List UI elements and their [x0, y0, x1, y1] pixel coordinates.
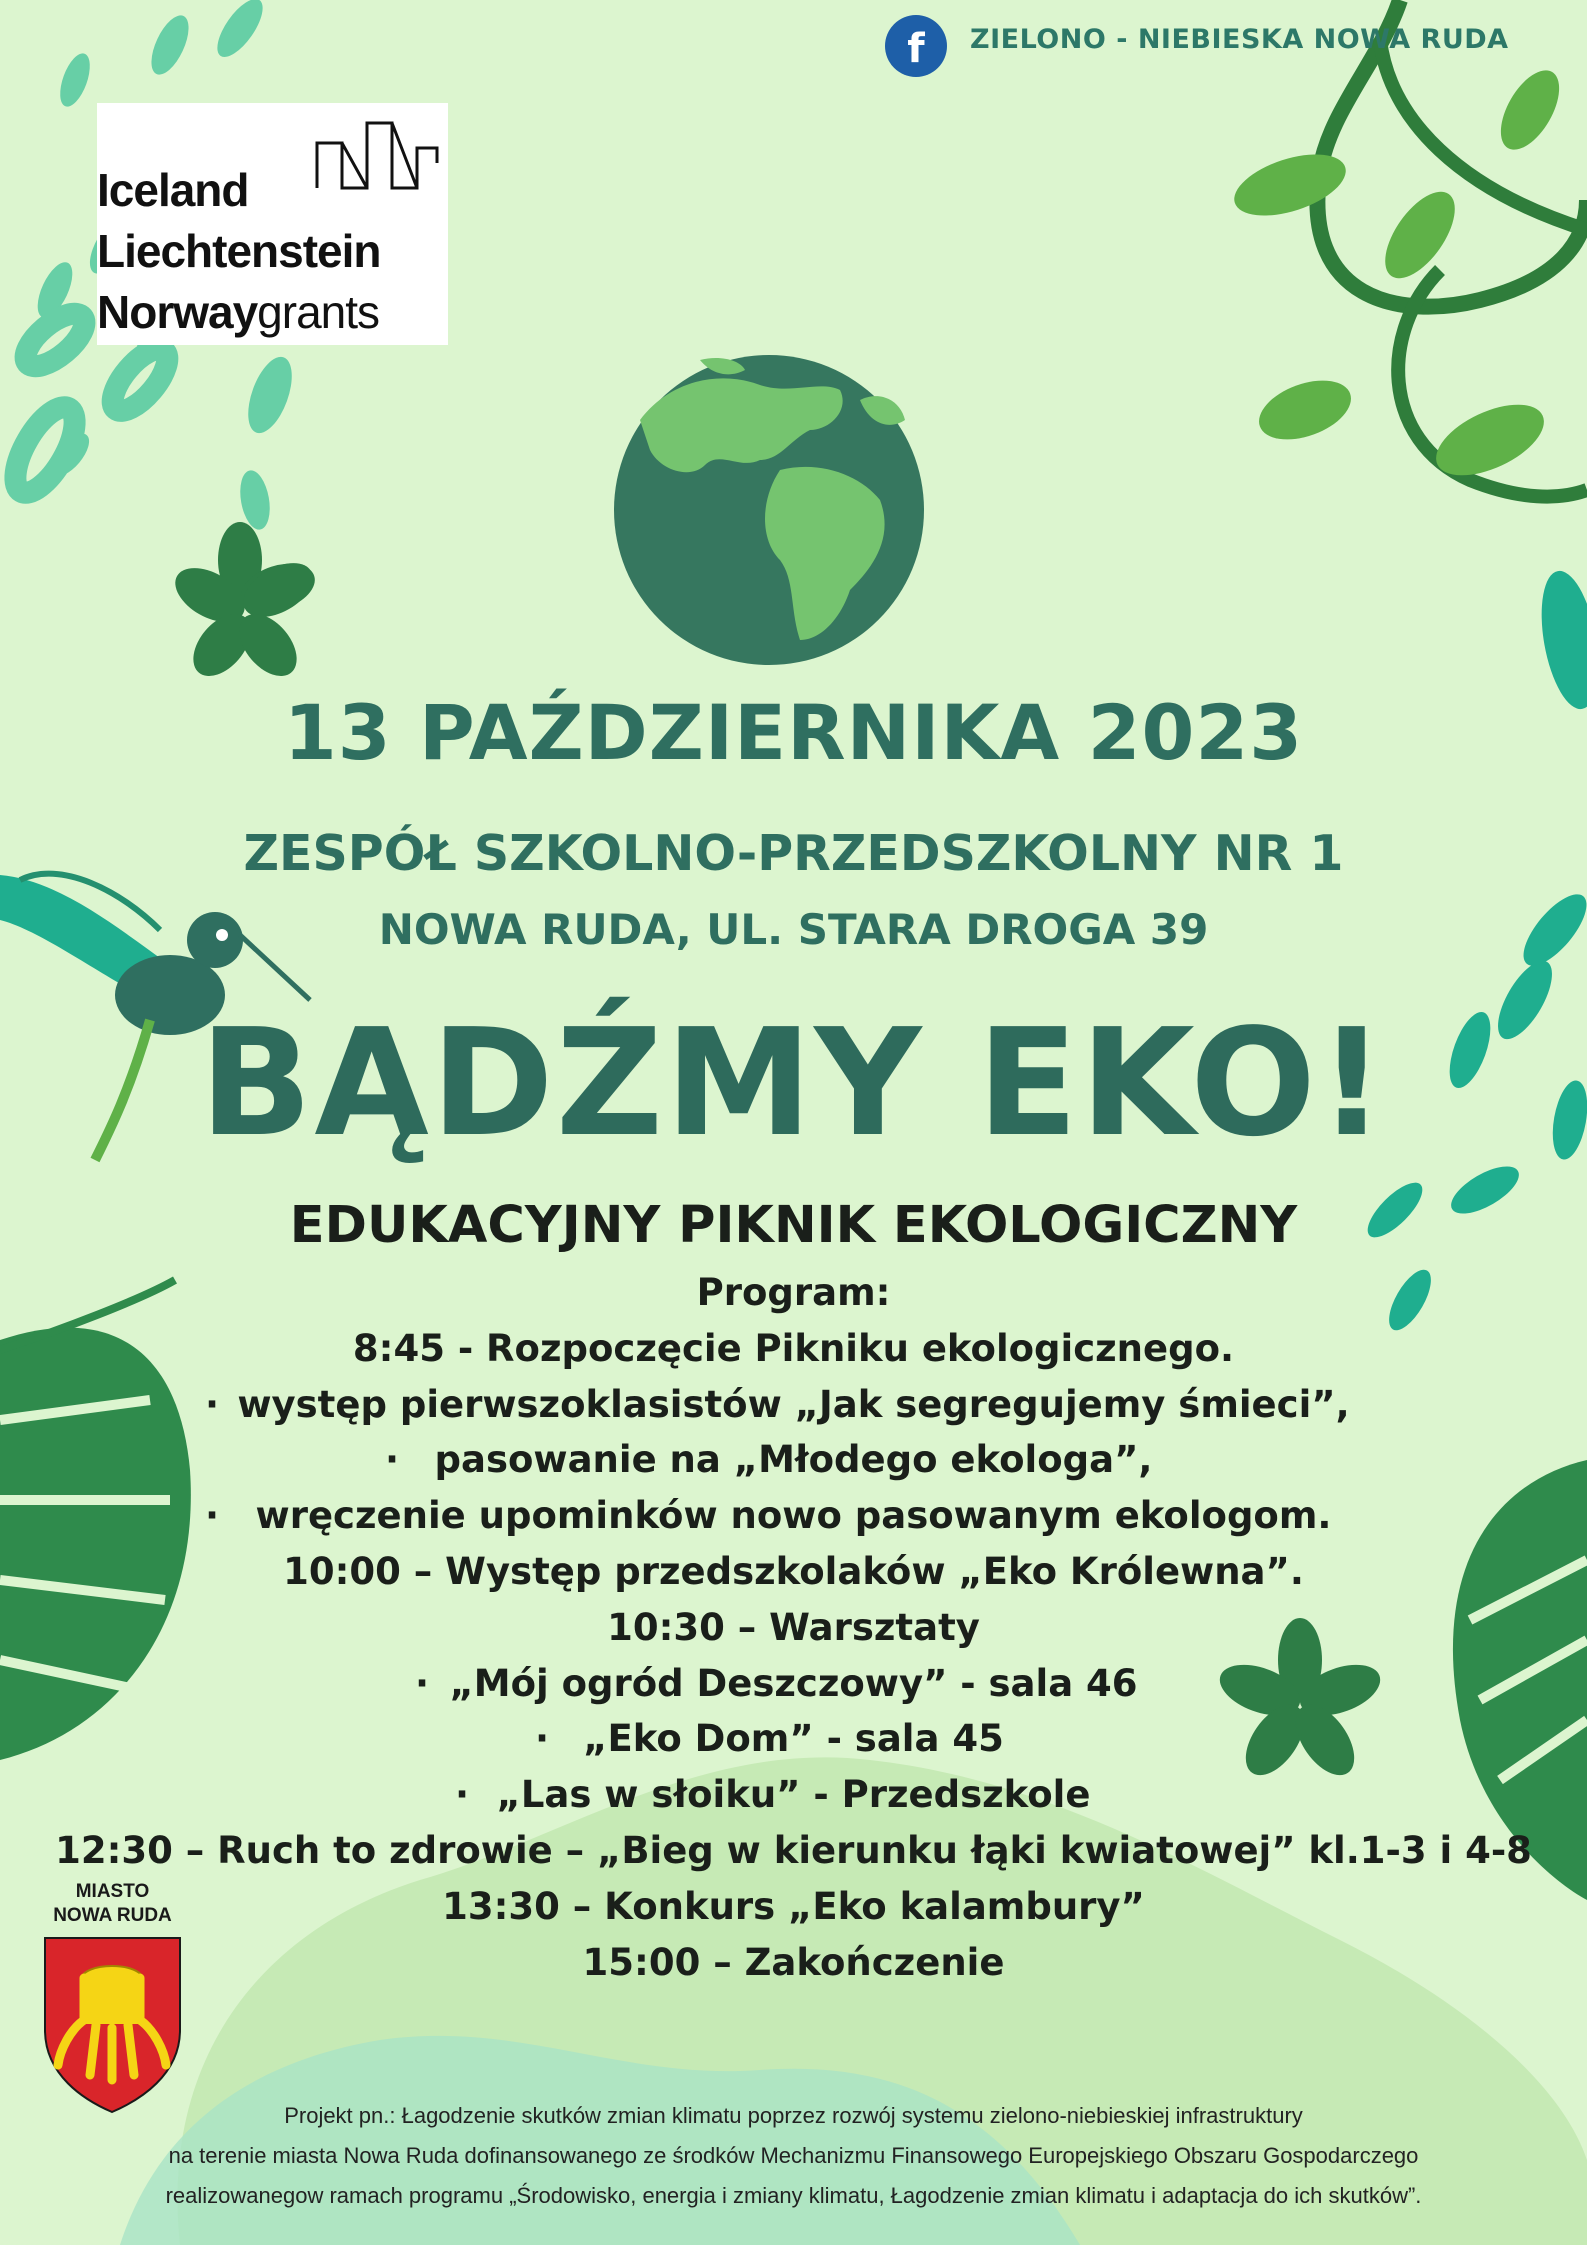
program-item: 8:45 - Rozpoczęcie Pikniku ekologicznego. [352, 1326, 1235, 1370]
program-item [40, 1767, 1547, 1823]
program-item: 15:00 – Zakończenie [582, 1940, 1005, 1984]
event-subtitle: EDUKACYJNY PIKNIK EKOLOGICZNY [289, 1196, 1298, 1255]
bullet-icon: · [415, 1661, 430, 1705]
program-item-text: „Mój ogród Deszczowy” - sala 46 [449, 1661, 1138, 1705]
program-item-text: występ pierwszoklasistów „Jak segregujemy śmieci”, [237, 1382, 1350, 1426]
program-item [40, 1432, 1547, 1488]
event-address: NOWA RUDA, UL. STARA DROGA 39 [378, 905, 1209, 954]
facebook-icon[interactable]: f [907, 26, 925, 72]
program-item: 12:30 – Ruch to zdrowie – „Bieg w kierunku łąki kwiatowej” kl.1-3 i 4-8 [55, 1828, 1532, 1872]
bullet-icon: · [535, 1717, 550, 1761]
earth-globe-icon [614, 355, 924, 665]
program-item [40, 1711, 1547, 1767]
program-item: 13:30 – Konkurs „Eko kalambury” [442, 1884, 1145, 1928]
event-title: BĄDŹMY EKO! [199, 997, 1388, 1169]
logo-norway: Norway [97, 286, 258, 338]
program-item [40, 1488, 1547, 1544]
program-list [40, 1265, 1547, 1990]
event-date: 13 PAŹDZIERNIKA 2023 [283, 688, 1304, 777]
program-item [40, 1656, 1547, 1712]
city-name-line1: MIASTO [75, 1881, 150, 1902]
event-school: ZESPÓŁ SZKOLNO-PRZEDSZKOLNY NR 1 [243, 825, 1344, 882]
norway-grants-logo [97, 103, 448, 345]
logo-iceland: Iceland [97, 164, 249, 216]
footer-line: realizowanegow ramach programu „Środowisko, energia i zmiany klimatu, Łagodzenie zmian klimatu i adaptacja do ich skutków”. [165, 2183, 1422, 2208]
bullet-icon: · [205, 1382, 220, 1426]
program-item [40, 1377, 1547, 1433]
logo-norway-grants [97, 285, 379, 339]
program-item: 10:30 – Warsztaty [607, 1605, 980, 1649]
grants-logo-mark-icon [312, 103, 442, 203]
program-item-text: wręczenie upominków nowo pasowanym ekologom. [255, 1494, 1332, 1538]
flower-top-left-icon [166, 522, 322, 687]
project-footer [30, 2096, 1557, 2216]
bullet-icon: · [205, 1494, 220, 1538]
footer-line: na terenie miasta Nowa Ruda dofinansowanego ze środków Mechanizmu Finansowego Europejskiego Obszaru Gospodarczego [168, 2143, 1419, 2168]
bullet-icon: · [455, 1773, 470, 1817]
program-item-text: „Las w słoiku” - Przedszkole [496, 1773, 1091, 1817]
program-item-text: pasowanie na „Młodego ekologa”, [434, 1438, 1153, 1482]
city-name [40, 1880, 185, 1928]
program-heading: Program: [696, 1271, 891, 1314]
logo-liechtenstein: Liechtenstein [97, 225, 381, 277]
facebook-page-name[interactable]: ZIELONO - NIEBIESKA NOWA RUDA [970, 24, 1509, 55]
city-name-line2: NOWA RUDA [53, 1905, 172, 1926]
program-item: 10:00 – Występ przedszkolaków „Eko Królewna”. [283, 1549, 1304, 1593]
footer-line: Projekt pn.: Łagodzenie skutków zmian klimatu poprzez rozwój systemu zielono-niebieskiej infrastruktury [284, 2103, 1303, 2128]
bullet-icon: · [385, 1438, 400, 1482]
program-item-text: „Eko Dom” - sala 45 [583, 1717, 1004, 1761]
vine-top-right-icon [1227, 0, 1587, 497]
logo-grants: grants [257, 286, 380, 338]
